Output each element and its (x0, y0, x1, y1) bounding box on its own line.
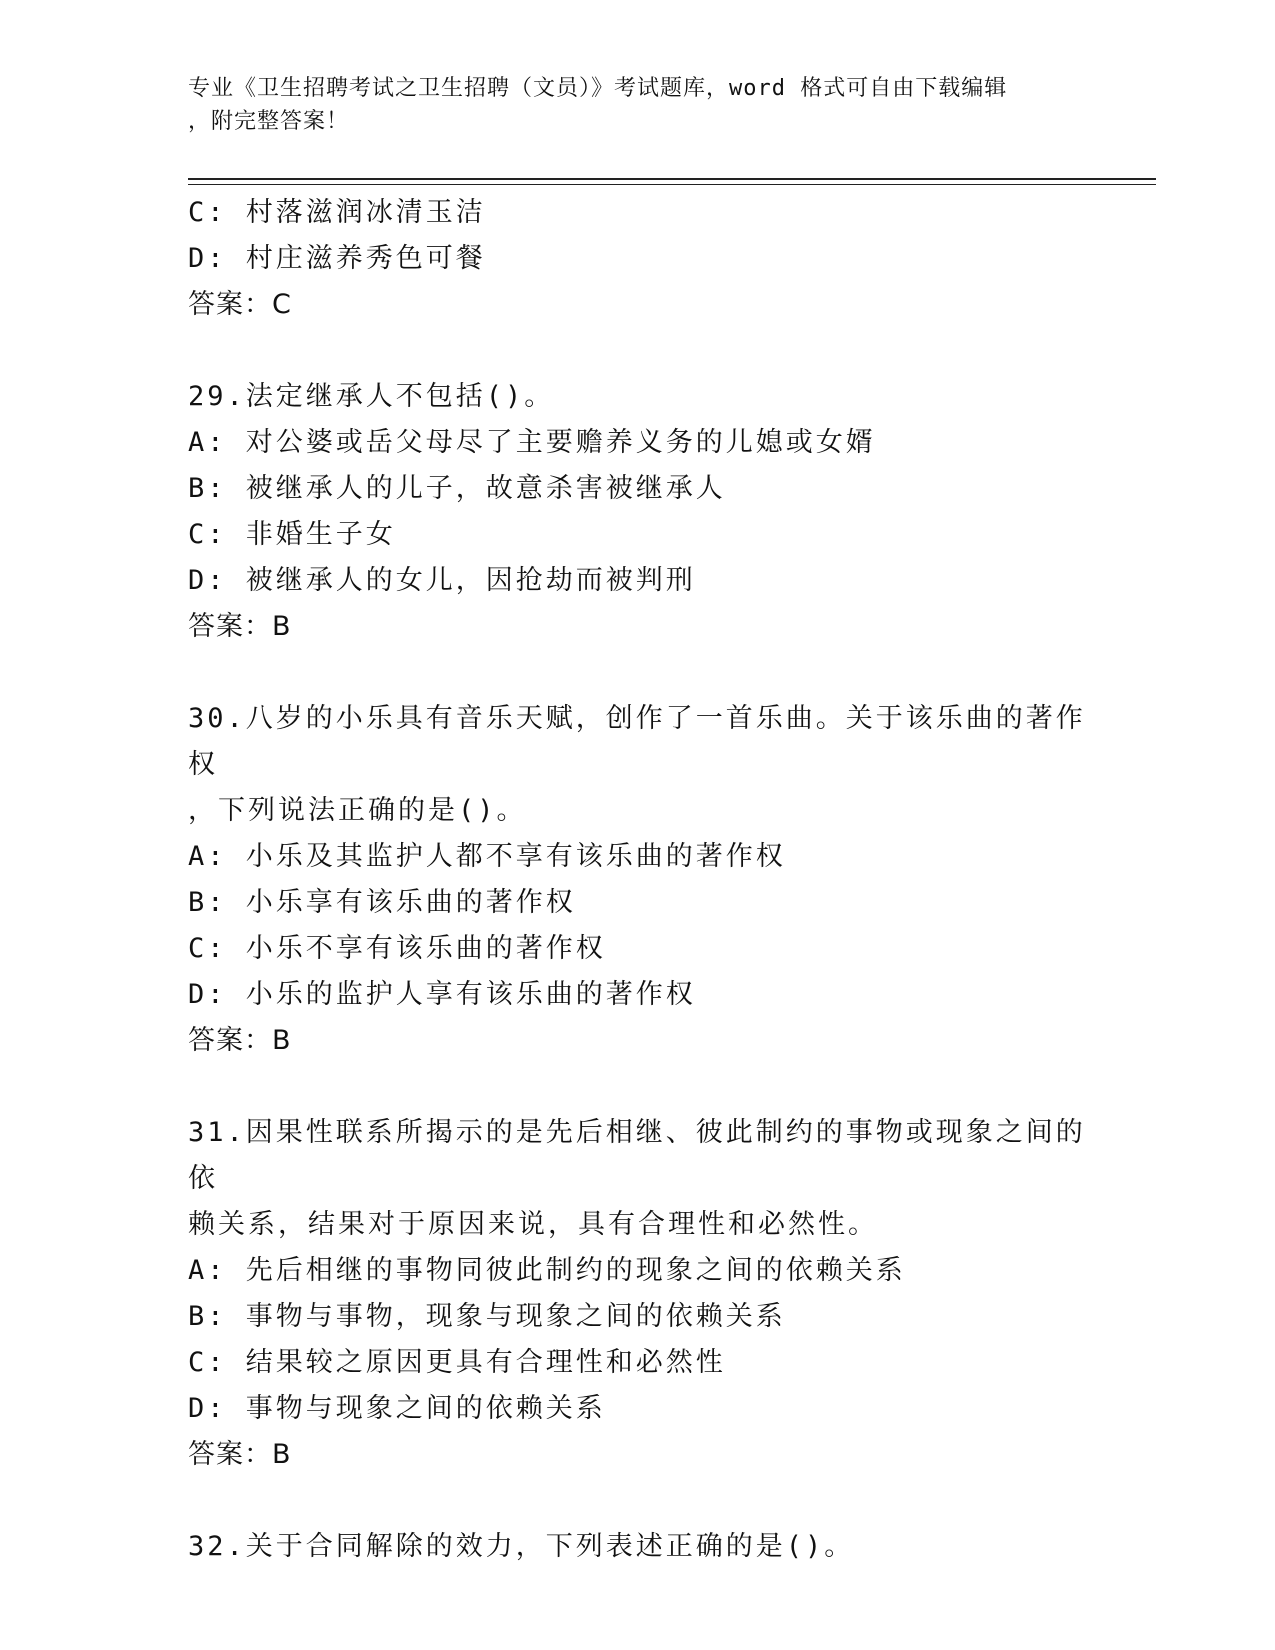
option-a: A: 对公婆或岳父母尽了主要赡养义务的儿媳或女婿 (188, 427, 876, 458)
option-c: C: 非婚生子女 (188, 519, 396, 550)
answer-label: 答案：B (188, 611, 292, 642)
option-d: D: 小乐的监护人享有该乐曲的著作权 (188, 979, 696, 1010)
header-divider-thin (188, 184, 1156, 185)
header-title-line-2: ，附完整答案！ (188, 109, 350, 134)
question-text-line-2: ，下列说法正确的是()。 (188, 795, 527, 826)
option-c: C: 小乐不享有该乐曲的著作权 (188, 933, 606, 964)
question-30 (188, 696, 1088, 1064)
question-text: 32.关于合同解除的效力，下列表述正确的是()。 (188, 1531, 855, 1562)
spacer (188, 328, 1088, 374)
option-d: D: 事物与现象之间的依赖关系 (188, 1393, 606, 1424)
option-d: D: 被继承人的女儿，因抢劫而被判刑 (188, 565, 696, 596)
option-b: B: 被继承人的儿子，故意杀害被继承人 (188, 473, 726, 504)
question-text-line-1: 30.八岁的小乐具有音乐天赋，创作了一首乐曲。关于该乐曲的著作权 (188, 703, 1086, 780)
question-29 (188, 374, 1088, 650)
option-b: B: 小乐享有该乐曲的著作权 (188, 887, 576, 918)
option-a: A: 小乐及其监护人都不享有该乐曲的著作权 (188, 841, 786, 872)
spacer (188, 1478, 1088, 1524)
option-c: C: 村落滋润冰清玉洁 (188, 197, 486, 228)
question-text-line-1: 31.因果性联系所揭示的是先后相继、彼此制约的事物或现象之间的依 (188, 1117, 1086, 1194)
option-d: D: 村庄滋养秀色可餐 (188, 243, 486, 274)
answer-label: 答案：B (188, 1439, 292, 1470)
header-divider-thick (188, 178, 1156, 180)
answer-label: 答案：C (188, 289, 292, 320)
answer-label: 答案：B (188, 1025, 292, 1056)
spacer (188, 650, 1088, 696)
question-text-line-2: 赖关系，结果对于原因来说，具有合理性和必然性。 (188, 1209, 878, 1240)
document-header (188, 72, 1088, 138)
option-a: A: 先后相继的事物同彼此制约的现象之间的依赖关系 (188, 1255, 906, 1286)
header-title-line-1: 专业《卫生招聘考试之卫生招聘（文员）》考试题库，word 格式可自由下载编辑 (188, 76, 1008, 101)
option-c: C: 结果较之原因更具有合理性和必然性 (188, 1347, 726, 1378)
spacer (188, 1064, 1088, 1110)
question-list (188, 190, 1088, 1570)
question-31 (188, 1110, 1088, 1478)
option-b: B: 事物与事物，现象与现象之间的依赖关系 (188, 1301, 786, 1332)
question-32 (188, 1524, 1088, 1570)
question-28-partial (188, 190, 1088, 328)
question-text: 29.法定继承人不包括()。 (188, 381, 555, 412)
